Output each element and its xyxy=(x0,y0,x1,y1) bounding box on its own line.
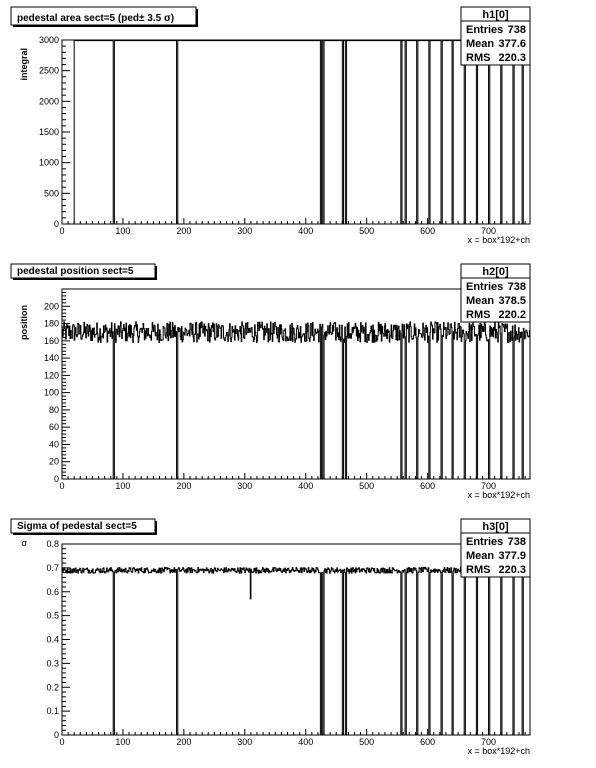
plot-frame xyxy=(62,289,530,479)
y-tick-label: 100 xyxy=(43,387,59,398)
x-tick-label: 700 xyxy=(481,226,497,236)
x-tick-label: 600 xyxy=(420,737,436,747)
stats-name: h1[0] xyxy=(482,9,509,21)
x-axis-label: x = box*192+ch xyxy=(467,490,530,500)
x-tick-label: 100 xyxy=(115,226,131,236)
chart-panel-2 xyxy=(11,264,530,500)
chart-title: pedestal area sect=5 (ped± 3.5 σ) xyxy=(17,13,175,24)
stats-value-entries: 738 xyxy=(507,281,526,293)
stats-value-entries: 738 xyxy=(507,536,526,548)
x-tick-label: 200 xyxy=(176,226,192,236)
histogram-series xyxy=(62,41,530,224)
x-tick-label: 0 xyxy=(59,226,65,236)
y-tick-label: 60 xyxy=(48,422,59,433)
chart-panel-3 xyxy=(11,519,530,756)
y-tick-label: 40 xyxy=(48,439,59,450)
y-tick-label: 180 xyxy=(43,318,59,329)
x-tick-label: 300 xyxy=(237,226,253,236)
y-tick-label: 160 xyxy=(43,335,59,346)
y-axis-label: integral xyxy=(19,48,29,81)
y-tick-label: 0.8 xyxy=(46,539,59,549)
y-tick-label: 1500 xyxy=(38,127,59,137)
stats-value-mean: 377.6 xyxy=(498,38,526,50)
y-tick-label: 2000 xyxy=(38,96,59,107)
y-tick-label: 0.2 xyxy=(46,682,59,693)
stats-name: h3[0] xyxy=(482,521,509,533)
y-tick-label: 0 xyxy=(53,219,59,229)
y-tick-label: 0 xyxy=(53,474,59,484)
stats-name: h2[0] xyxy=(482,266,509,278)
x-tick-label: 500 xyxy=(359,481,375,491)
x-axis-label: x = box*192+ch xyxy=(467,235,530,245)
y-tick-label: 2500 xyxy=(38,65,59,76)
stats-label-rms: RMS xyxy=(466,309,491,321)
y-tick-label: 0.1 xyxy=(46,706,59,717)
y-tick-label: 140 xyxy=(43,353,59,364)
stats-label-entries: Entries xyxy=(466,536,504,548)
x-tick-label: 100 xyxy=(115,737,131,747)
stats-label-entries: Entries xyxy=(466,24,504,36)
x-tick-label: 400 xyxy=(298,737,314,747)
stats-value-mean: 377.9 xyxy=(498,550,526,562)
y-tick-label: 0.5 xyxy=(46,610,59,621)
histogram-series xyxy=(62,567,530,735)
stats-value-mean: 378.5 xyxy=(498,295,526,307)
stats-value-rms: 220.3 xyxy=(498,52,526,64)
stats-label-mean: Mean xyxy=(466,38,495,50)
stats-label-rms: RMS xyxy=(466,564,491,576)
y-tick-label: 20 xyxy=(48,456,59,467)
x-tick-label: 100 xyxy=(115,481,131,491)
stats-label-mean: Mean xyxy=(466,295,495,307)
y-tick-label: 1000 xyxy=(38,157,59,168)
x-tick-label: 300 xyxy=(237,481,253,491)
y-tick-label: 500 xyxy=(43,188,59,199)
x-tick-label: 600 xyxy=(420,481,436,491)
y-tick-label: 80 xyxy=(48,404,59,415)
x-tick-label: 0 xyxy=(59,481,65,491)
stats-value-rms: 220.2 xyxy=(498,309,526,321)
stats-label-rms: RMS xyxy=(466,52,491,64)
x-tick-label: 500 xyxy=(359,226,375,236)
stats-label-mean: Mean xyxy=(466,550,495,562)
x-tick-label: 400 xyxy=(298,226,314,236)
chart-title: pedestal position sect=5 xyxy=(17,266,134,277)
x-tick-label: 0 xyxy=(59,737,65,747)
plot-frame xyxy=(62,40,530,224)
y-tick-label: 0.4 xyxy=(46,634,59,645)
stats-label-entries: Entries xyxy=(466,281,504,293)
y-tick-label: 0.3 xyxy=(46,658,59,669)
x-tick-label: 200 xyxy=(176,481,192,491)
histogram-series xyxy=(62,322,530,479)
x-tick-label: 200 xyxy=(176,737,192,747)
x-tick-label: 700 xyxy=(481,481,497,491)
y-tick-label: 200 xyxy=(43,301,59,312)
y-tick-label: 0.7 xyxy=(46,562,59,573)
y-tick-label: 3000 xyxy=(38,35,59,45)
x-tick-label: 500 xyxy=(359,737,375,747)
y-tick-label: 120 xyxy=(43,370,59,381)
x-tick-label: 300 xyxy=(237,737,253,747)
x-tick-label: 400 xyxy=(298,481,314,491)
x-axis-label: x = box*192+ch xyxy=(467,746,530,756)
stats-value-rms: 220.3 xyxy=(498,564,526,576)
y-axis-label: σ xyxy=(21,538,27,548)
chart-title: Sigma of pedestal sect=5 xyxy=(17,521,137,532)
x-tick-label: 700 xyxy=(481,737,497,747)
stats-value-entries: 738 xyxy=(507,24,526,36)
y-axis-label: position xyxy=(19,305,29,340)
x-tick-label: 600 xyxy=(420,226,436,236)
chart-panel-1 xyxy=(11,7,530,245)
y-tick-label: 0.6 xyxy=(46,586,59,597)
y-tick-label: 0 xyxy=(53,730,59,740)
